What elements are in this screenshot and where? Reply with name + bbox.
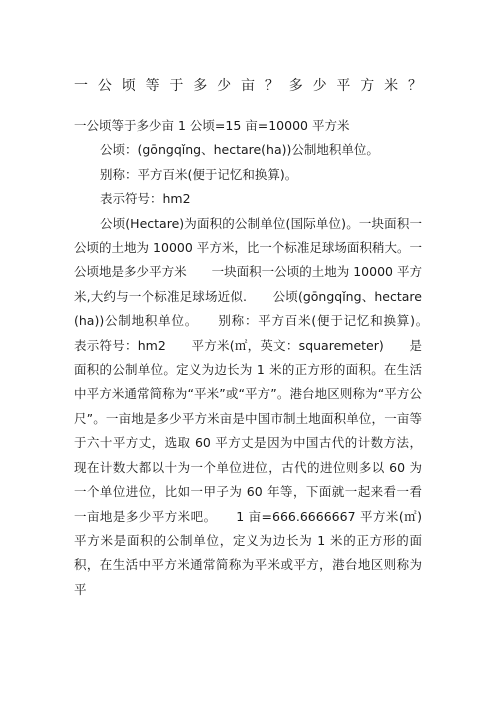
paragraph-main: 公顷(Hectare)为面积的公制单位(国际单位)。一块面积一公顷的土地为 10000 平方米，比一个标准足球场面积稍大。一公顷地是多少平方米 一块面积一公顷的土地为 10000 平方米,大约与一个标准足球场近似. 公顷(gōngqǐng、hectare(ha))公制地积单位。 别称：平方百米(便于记忆和换算)。 表示符号：hm2 平方米(㎡，英文：squaremeter) 是面积的公制单位。定义为边长为 1 米的正方形的面积。在生活中平方米通常简称为“平米”或“平方”。港台地区则称为“平方公尺”。一亩地是多少平方米亩是中国市制土地面积单位，一亩等于六十平方丈，选取 60 平方丈是因为中国古代的计数方法，现在计数大都以十为一个单位进位，古代的进位则多以 60 为一个单位进位，比如一甲子为 60 年等，下面就一起来看一看一亩地是多少平方米吧。 1 亩=666.6666667 平方米(㎡) 平方米是面积的公制单位，定义为边长为 1 米的正方形的面积，在生活中平方米通常简称为平米或平方，港台地区则称为平 [74, 215, 448, 597]
paragraph-alias: 别称：平方百米(便于记忆和换算)。 [100, 166, 298, 182]
paragraph-symbol: 表示符号：hm2 [100, 191, 191, 207]
document-body [74, 114, 448, 602]
summary-line: 一公顷等于多少亩 1 公顷=15 亩=10000 平方米 [74, 118, 350, 133]
document-title: 一 公 顷 等 于 多 少 亩 ？ 多 少 平 方 米 ？ [74, 78, 422, 94]
paragraph-definition: 公顷：(gōngqǐng、hectare(ha))公制地积单位。 [100, 142, 379, 158]
